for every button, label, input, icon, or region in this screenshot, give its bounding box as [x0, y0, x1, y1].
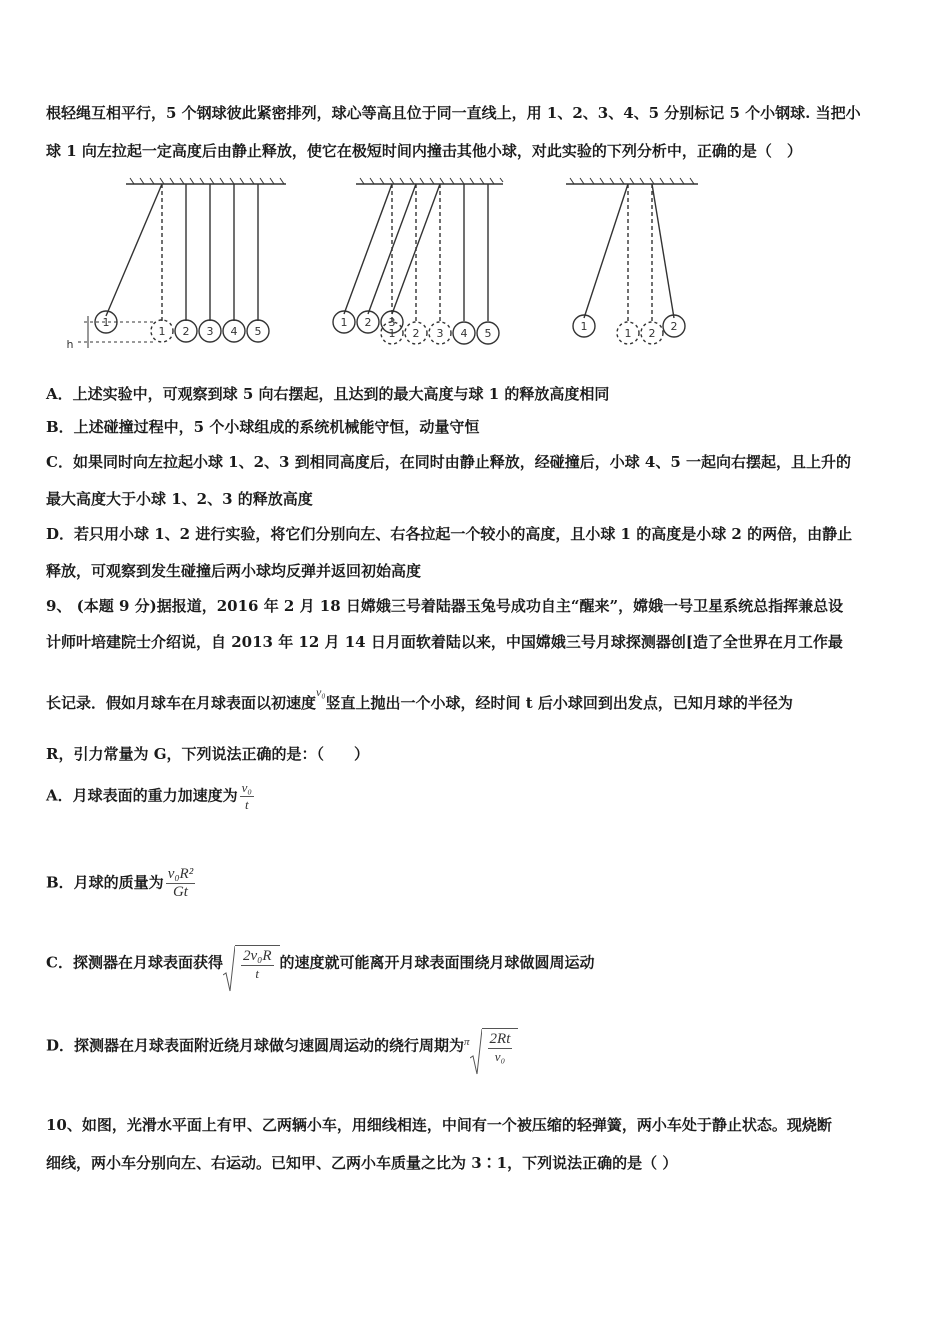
radical-sign-icon — [470, 1028, 482, 1076]
q8-option-c-line1: C．如果同时向左拉起小球 1、2、3 到相同高度后，在同时由静止释放，经碰撞后，小球 4、5 一起向右摆起，且上升的 — [46, 453, 852, 471]
q9-option-c-den: t — [255, 966, 260, 981]
q9-option-d-den: v₀ — [494, 1049, 506, 1064]
h-label: h — [66, 338, 74, 351]
q8-option-c-line2: 最大高度大于小球 1、2、3 的释放高度 — [46, 490, 313, 508]
fig2-ball-3-dashed: 3 — [436, 327, 444, 340]
q9-option-d-fraction — [488, 1031, 513, 1065]
q9-option-c-post: 的速度就可能离开月球表面围绕月球做圆周运动 — [279, 953, 595, 972]
q9-option-d-text: D．探测器在月球表面附近绕月球做匀速圆周运动的绕行周期为 — [46, 1036, 465, 1055]
q9-stem-line3 — [46, 685, 793, 713]
fig2-ball-1-dashed: 1 — [388, 327, 396, 340]
q9-option-d-sqrt — [470, 1028, 519, 1065]
q9-option-a-den: t — [244, 797, 249, 812]
fig2-ball-1: 1 — [340, 316, 348, 329]
fig2-ball-5: 5 — [484, 327, 492, 340]
q8-option-b: B．上述碰撞过程中，5 个小球组成的系统机械能守恒，动量守恒 — [46, 418, 480, 436]
fig2-ball-3: 3 — [388, 316, 396, 329]
q9-option-c-fraction — [241, 948, 274, 982]
q9-stem-line3-post: 竖直上抛出一个小球，经时间 t 后小球回到出发点，已知月球的半径为 — [325, 694, 793, 712]
fig1-ball-2: 2 — [182, 325, 190, 338]
q9-option-b-den: Gt — [172, 884, 188, 900]
v0-symbol: v₀ — [316, 685, 326, 699]
q9-option-a-text: A．月球表面的重力加速度为 — [46, 786, 238, 805]
q9-option-d-num: 2Rt — [489, 1031, 511, 1047]
fig3-ball-1-dashed: 1 — [624, 327, 632, 340]
newtons-cradle-figure — [58, 176, 718, 356]
q8-option-d-line1: D．若只用小球 1、2 进行实验，将它们分别向左、右各拉起一个较小的高度，且小球 1 的高度是小球 2 的两倍，由静止 — [46, 525, 853, 543]
radical-sign-icon — [223, 945, 235, 993]
q9-stem-line2: 计师叶培建院士介绍说，自 2013 年 12 月 14 日月面软着陆以来，中国嫦娥三号月球探测器创[造了全世界在月工作最 — [46, 633, 843, 651]
fig3-ball-2: 2 — [670, 320, 678, 333]
q8-option-a: A．上述实验中，可观察到球 5 向右摆起，且达到的最大高度与球 1 的释放高度相同 — [46, 385, 610, 403]
fig1-ball-1-dashed: 1 — [158, 325, 166, 338]
q9-option-d — [46, 1028, 518, 1065]
fig2-ball-2: 2 — [364, 316, 372, 329]
pi-symbol: π — [464, 1035, 470, 1048]
fig3-ball-2-dashed: 2 — [648, 327, 656, 340]
q9-option-b — [46, 866, 197, 901]
q8-stem-line2: 球 1 向左拉起一定高度后由静止释放，使它在极短时间内撞击其他小球，对此实验的下列分析中，正确的是（ ） — [46, 142, 802, 160]
q9-option-b-text: B．月球的质量为 — [46, 873, 164, 892]
fig2-ball-2-dashed: 2 — [412, 327, 420, 340]
fig1-ball-5: 5 — [254, 325, 262, 338]
q9-option-a-num: v₀ — [241, 780, 252, 795]
fig1-ball-1: 1 — [102, 316, 110, 329]
q8-stem-line1: 根轻绳互相平行，5 个钢球彼此紧密排列，球心等高且位于同一直线上，用 1、2、3、4、5 分别标记 5 个小钢球. 当把小 — [46, 104, 861, 122]
fig2-ball-4: 4 — [460, 327, 468, 340]
q9-stem-line4: R，引力常量为 G，下列说法正确的是：（ ） — [46, 745, 370, 763]
fig3-ball-1: 1 — [580, 320, 588, 333]
q9-stem-line1: 9、 (本题 9 分)据报道，2016 年 2 月 18 日嫦娥三号着陆器玉兔号成功自主“醒来”，嫦娥一号卫星系统总指挥兼总设 — [46, 597, 844, 615]
q9-option-c-text: C．探测器在月球表面获得 — [46, 953, 223, 972]
q9-stem-line3-pre: 长记录．假如月球车在月球表面以初速度 — [46, 694, 317, 712]
q9-option-a-fraction — [240, 780, 254, 813]
q9-option-c-sqrt — [223, 945, 280, 982]
fig1-ball-4: 4 — [230, 325, 238, 338]
q9-option-c — [46, 945, 595, 982]
q9-option-a — [46, 780, 256, 813]
fig1-ball-3: 3 — [206, 325, 214, 338]
q9-option-b-fraction — [166, 866, 196, 901]
q10-stem-line2: 细线，两小车分别向左、右运动。已知甲、乙两小车质量之比为 3∶1，下列说法正确的是（ ） — [46, 1154, 678, 1172]
q9-option-b-num: v₀R² — [167, 866, 194, 882]
q10-stem-line1: 10、如图，光滑水平面上有甲、乙两辆小车，用细线相连，中间有一个被压缩的轻弹簧，两小车处于静止状态。现烧断 — [46, 1116, 832, 1134]
q9-option-c-num: 2v₀R — [242, 948, 272, 964]
q8-option-d-line2: 释放，可观察到发生碰撞后两小球均反弹并返回初始高度 — [46, 562, 422, 580]
